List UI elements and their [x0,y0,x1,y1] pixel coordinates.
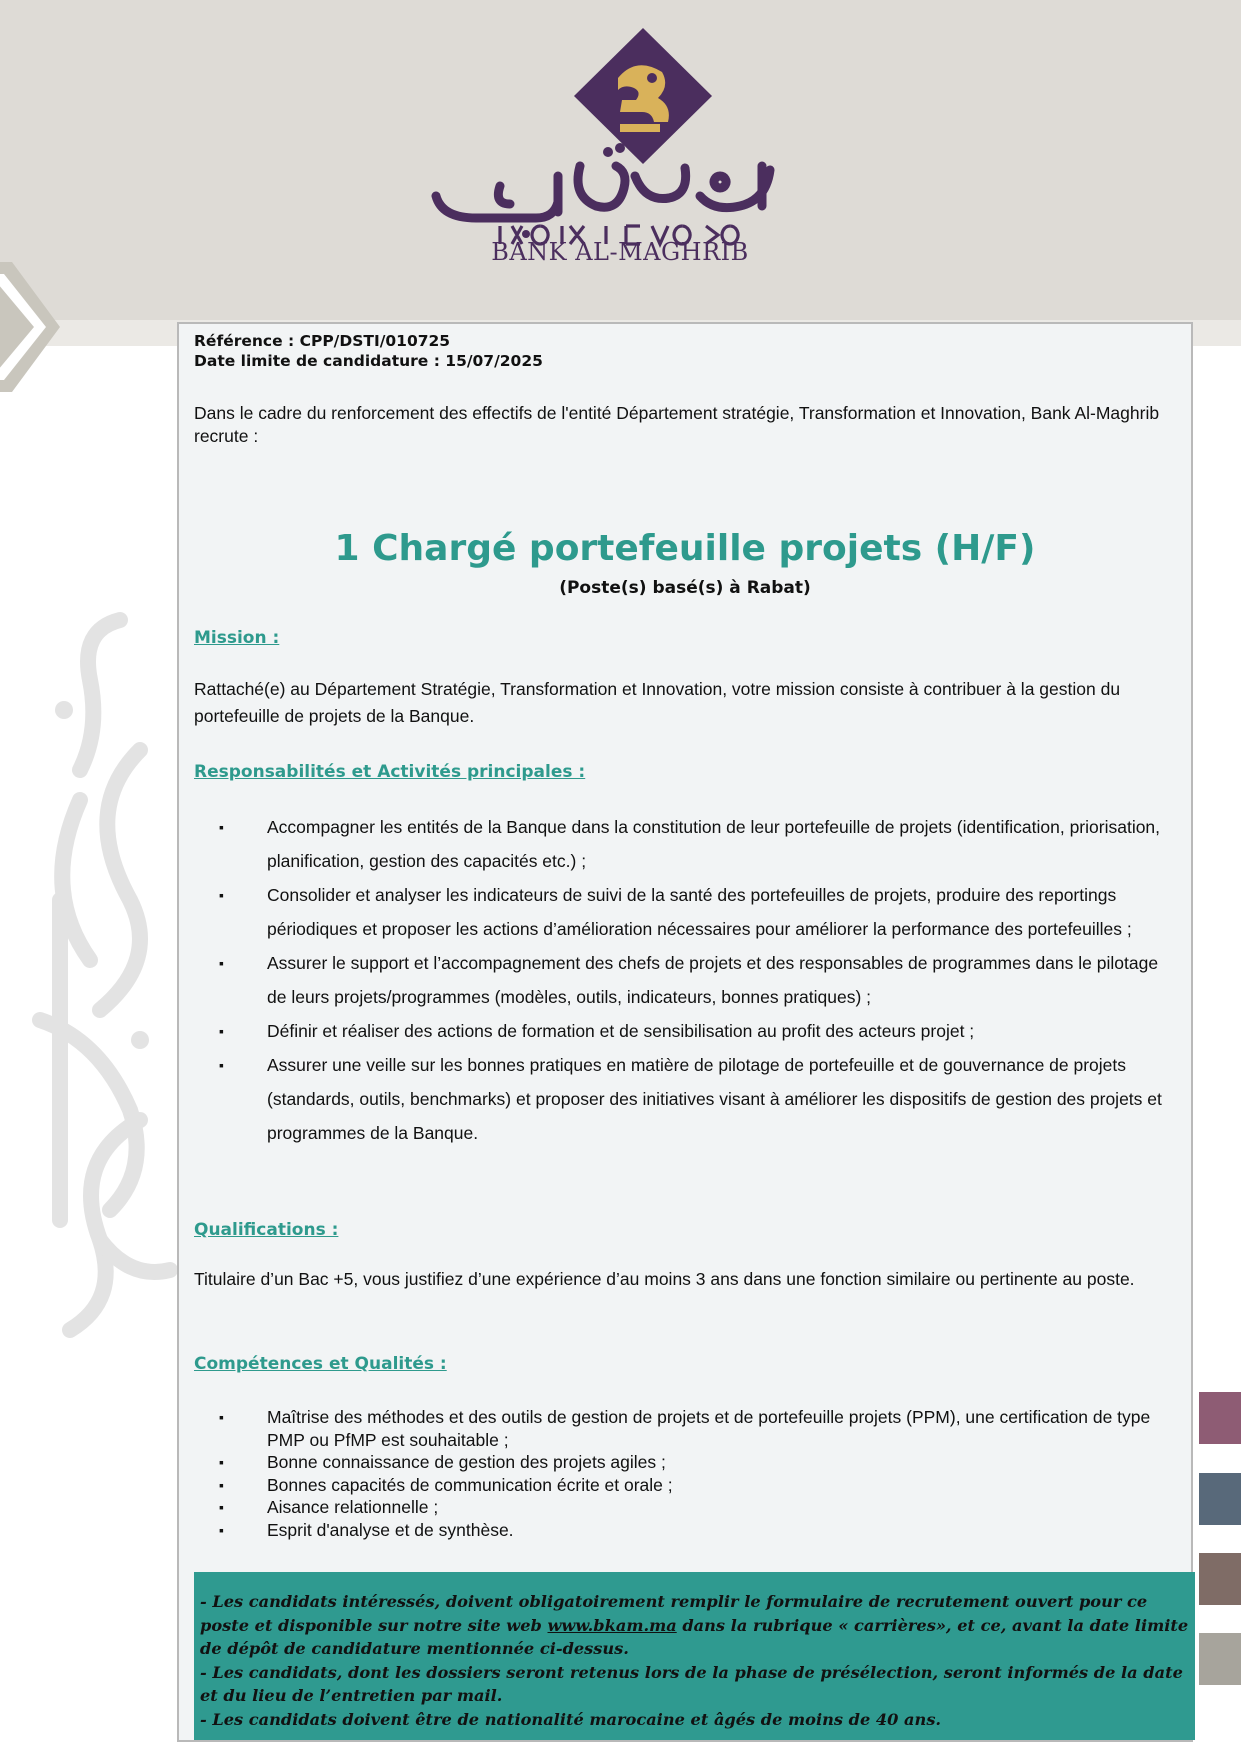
bank-logo-emblem-icon [430,26,810,272]
color-swatch [1199,1473,1241,1525]
list-item: ▪ Aisance relationnelle ; [219,1496,1169,1519]
responsibilities-heading: Responsabilités et Activités principales : [194,762,586,782]
deadline-line: Date limite de candidature : 15/07/2025 [194,352,543,370]
list-item: ▪ Bonne connaissance de gestion des projets agiles ; [219,1451,1169,1474]
color-swatch [1199,1633,1241,1685]
calligraphy-watermark-icon [20,600,180,1340]
qualifications-text: Titulaire d’un Bac +5, vous justifiez d’une expérience d’au moins 3 ans dans une fonction similaire ou pertinente au poste. [194,1269,1135,1289]
application-notice [194,1572,1195,1740]
notice-line [200,1590,1189,1661]
skills-list [219,1406,1169,1542]
job-location: (Poste(s) basé(s) à Rabat) [559,578,811,598]
qualifications-heading: Qualifications : [194,1220,339,1240]
mission-heading: Mission : [194,628,280,648]
notice-line: - Les candidats doivent être de nationalité marocaine et âgés de moins de 40 ans. [200,1709,942,1729]
skills-heading: Compétences et Qualités : [194,1354,447,1374]
intro-paragraph: Dans le cadre du renforcement des effectifs de l'entité Département stratégie, Transformation et Innovation, Bank Al-Maghrib recrute : [194,403,1160,446]
list-item: ▪ Définir et réaliser des actions de formation et de sensibilisation au profit des acteurs projet ; [219,1014,1169,1048]
list-item: ▪ Assurer une veille sur les bonnes pratiques en matière de pilotage de portefeuille et de gouvernance de projets (standards, outils, benchmarks) et proposer des initiatives visant à améliorer les dispositifs de gestion des projets et programmes de la Banque. [219,1048,1169,1150]
job-offer-card [177,322,1193,1742]
job-title: 1 Chargé portefeuille projets (H/F) [334,528,1036,569]
website-link[interactable]: www.bkam.ma [547,1615,677,1635]
reference-line: Référence : CPP/DSTI/010725 [194,332,451,350]
mission-text: Rattaché(e) au Département Stratégie, Transformation et Innovation, votre mission consiste à contribuer à la gestion du portefeuille de projets de la Banque. [194,679,1121,726]
color-swatch [1199,1392,1241,1444]
responsibilities-list [219,810,1169,1150]
list-item: ▪ Bonnes capacités de communication écrite et orale ; [219,1474,1169,1497]
list-item: ▪ Accompagner les entités de la Banque dans la constitution de leur portefeuille de projets (identification, priorisation, planification, gestion des capacités etc.) ; [219,810,1169,878]
chevron-decoration-icon [0,262,70,392]
notice-text: - Les candidats intéressés, doivent obligatoirement remplir le formulaire de recrutement ouvert pour ce poste et disponible sur notre site web [200,1592,1148,1635]
bank-logo-latin-text: BANK AL-MAGHRIB [491,238,749,266]
notice-text: dans la rubrique « carrières», et ce, avant la date limite de dépôt de candidature mentionnée ci-dessus. [200,1615,1189,1659]
notice-line: - Les candidats, dont les dossiers seront retenus lors de la phase de présélection, seront informés de la date et du lieu de l’entretien par mail. [200,1662,1183,1706]
list-item: ▪ Maîtrise des méthodes et des outils de gestion de projets et de portefeuille projets (PPM), une certification de type PMP ou PfMP est souhaitable ; [219,1406,1169,1451]
list-item: ▪ Consolider et analyser les indicateurs de suivi de la santé des portefeuilles de projets, produire des reportings périodiques et proposer les actions d’amélioration nécessaires pour améliorer la performance des portefeuilles ; [219,878,1169,946]
list-item: ▪ Esprit d'analyse et de synthèse. [219,1519,1169,1542]
list-item: ▪ Assurer le support et l’accompagnement des chefs de projets et des responsables de programmes dans le pilotage de leurs projets/programmes (modèles, outils, indicateurs, bonnes pratiques) ; [219,946,1169,1014]
color-swatch [1199,1553,1241,1605]
